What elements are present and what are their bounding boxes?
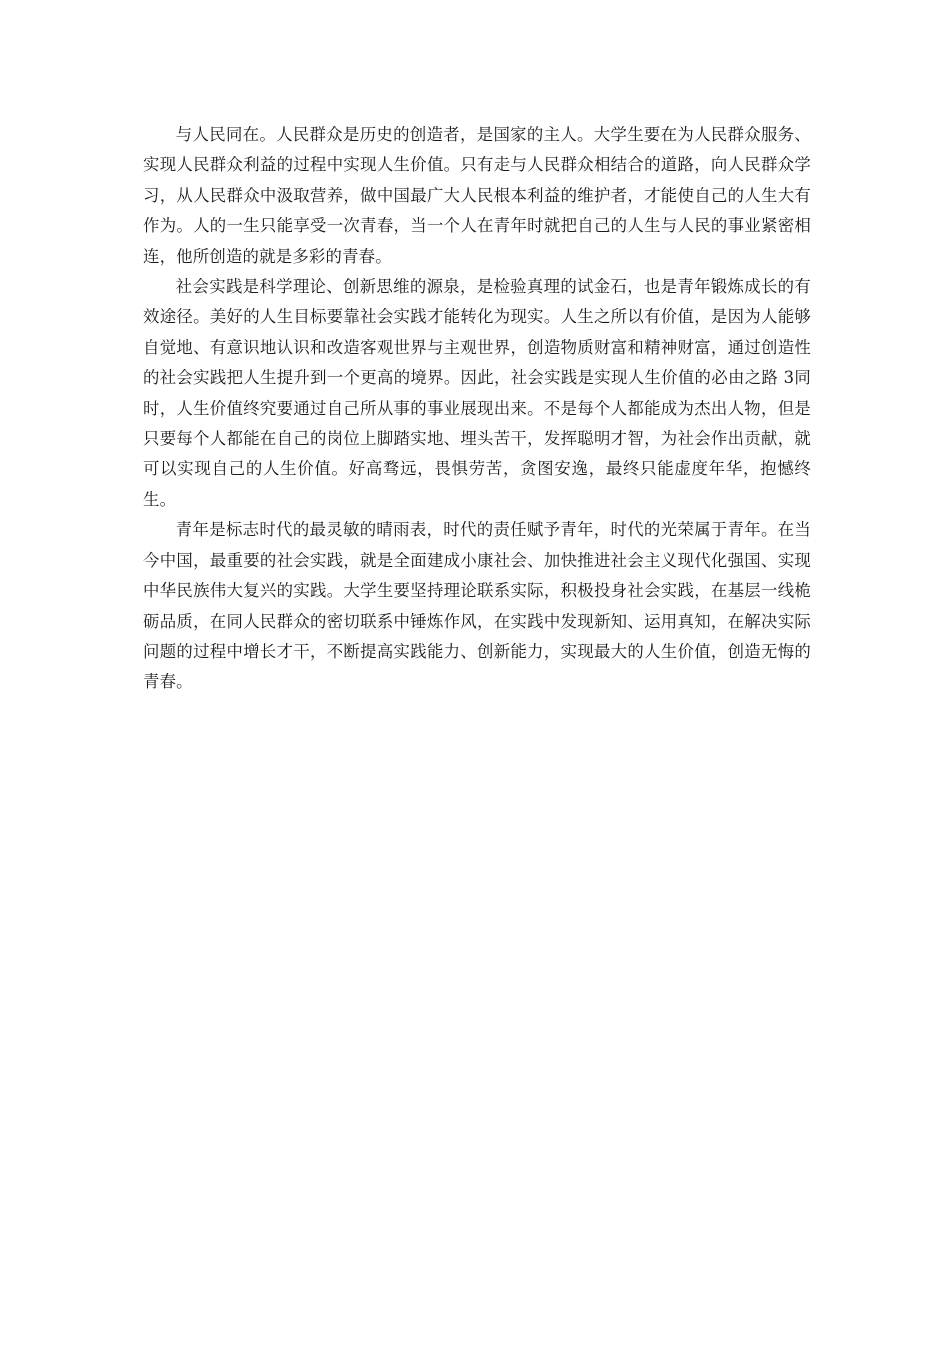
document-body bbox=[143, 120, 811, 698]
paragraph-3: 青年是标志时代的最灵敏的晴雨表，时代的责任赋予青年，时代的光荣属于青年。在当今中国，最重要的社会实践，就是全面建成小康社会、加快推进社会主义现代化强国、实现中华民族伟大复兴的实践。大学生要坚持理论联系实际，积极投身社会实践，在基层一线桅砺品质，在同人民群众的密切联系中锤炼作风，在实践中发现新知、运用真知，在解决实际问题的过程中增长才干，不断提高实践能力、创新能力，实现最大的人生价值，创造无悔的青春。 bbox=[143, 520, 811, 692]
paragraph-1: 与人民同在。人民群众是历史的创造者，是国家的主人。大学生要在为人民群众服务、实现人民群众利益的过程中实现人生价值。只有走与人民群众相结合的道路，向人民群众学习，从人民群众中汲取营养，做中国最广大人民根本利益的维护者，才能使自己的人生大有作为。人的一生只能享受一次青春，当一个人在青年时就把自己的人生与人民的事业紧密相连，他所创造的就是多彩的青春。 bbox=[143, 125, 811, 266]
paragraph-2: 社会实践是科学理论、创新思维的源泉，是检验真理的试金石，也是青年锻炼成长的有效途径。美好的人生目标要靠社会实践才能转化为现实。人生之所以有价值，是因为人能够自觉地、有意识地认识和改造客观世界与主观世界，创造物质财富和精神财富，通过创造性的社会实践把人生提升到一个更高的境界。因此，社会实践是实现人生价值的必由之路 3同时，人生价值终究要通过自己所从事的事业展现出来。不是每个人都能成为杰出人物，但是只要每个人都能在自己的岗位上脚踏实地、埋头苦干，发挥聪明才智，为社会作出贡献，就可以实现自己的人生价值。好高骛远，畏惧劳苦，贪图安逸，最终只能虚度年华，抱憾终生。 bbox=[143, 277, 811, 509]
